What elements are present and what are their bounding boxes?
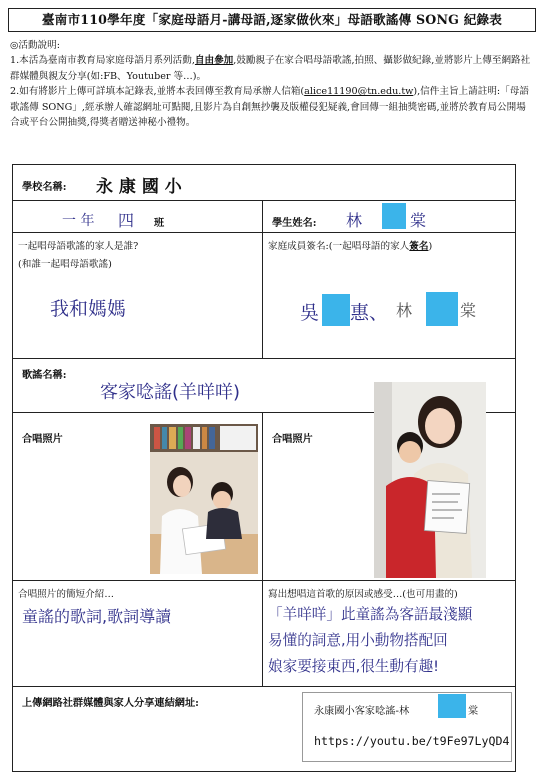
reason-label: 寫出想唱這首歌的原因或感受…(也可用畫的) — [268, 589, 458, 600]
family-sign-label-end: ) — [428, 241, 433, 252]
song-label: 歌謠名稱: — [22, 369, 67, 381]
divider — [12, 686, 516, 687]
notes-p1-bold: 自由參加 — [194, 55, 234, 67]
photo-left — [150, 424, 258, 574]
family-sign-label-text: 家庭成員簽名:(一起唱母語的家人 — [268, 241, 410, 252]
share-label: 上傳網路社群媒體與家人分享連結網址: — [22, 697, 199, 709]
song-value: 客家唸謠(羊咩咩) — [100, 382, 241, 403]
email-link[interactable]: alice11190@tn.edu.tw — [304, 86, 414, 98]
share-url-link[interactable]: https://youtu.be/t9Fe97LyQD4 — [314, 734, 510, 748]
reason-line-1: 「羊咩咩」此童謠為客語最淺顯 — [268, 606, 473, 623]
divider — [12, 232, 516, 233]
school-value: 永 康 國 小 — [96, 177, 182, 197]
divider — [262, 412, 263, 686]
notes-paragraph-1 — [10, 53, 532, 84]
family-sign-label — [268, 238, 432, 252]
class-label: 班 — [154, 217, 165, 229]
intro-label: 合唱照片的簡短介紹… — [18, 589, 114, 600]
student-name-a: 林 — [346, 211, 363, 230]
family-question-answer: 我和媽媽 — [50, 298, 127, 320]
signature-1a: 吳 — [300, 302, 320, 324]
photo-label-left: 合唱照片 — [22, 433, 63, 445]
divider — [262, 200, 263, 359]
reason-line-3: 娘家要接東西,很生動有趣! — [268, 658, 440, 675]
form-title: 臺南市110學年度「家庭母語月-講母語,逐家做伙來」母語歌謠傳 SONG 紀錄表 — [8, 8, 536, 32]
family-question-sub: (和誰一起唱母語歌謠) — [18, 259, 112, 270]
redaction-box — [426, 292, 458, 326]
student-label: 學生姓名: — [272, 217, 317, 229]
grade-value: 一 年 — [62, 213, 95, 229]
notes-paragraph-2 — [10, 84, 532, 130]
reason-line-2: 易懂的詞意,用小動物搭配回 — [268, 632, 448, 649]
photo-right — [374, 382, 486, 578]
share-title-b: 棠 — [468, 706, 479, 717]
notes-p1-text: 1.本活為臺南市教育局家庭母語月系列活動, — [10, 55, 195, 67]
notes-heading: ◎活動說明: — [10, 40, 60, 51]
signature-2b: 棠 — [460, 301, 477, 320]
photo-label-right: 合唱照片 — [272, 433, 313, 445]
divider — [12, 200, 516, 201]
class-value: 四 — [118, 211, 135, 230]
activity-notes — [10, 38, 532, 130]
school-label: 學校名稱: — [22, 181, 67, 193]
notes-p2-text: 2.如有將影片上傳可詳填本記錄表,並將本表回傳至教育局承辦人信箱( — [10, 86, 305, 98]
divider — [12, 580, 516, 581]
divider — [12, 358, 516, 359]
photo-right-image — [374, 382, 486, 578]
student-name-b: 棠 — [410, 211, 427, 230]
family-sign-label-bold: 簽名 — [409, 241, 429, 252]
signature-2a: 林 — [396, 301, 413, 320]
redaction-box — [438, 694, 466, 718]
redaction-box — [322, 294, 350, 326]
photo-left-image — [150, 424, 258, 574]
share-title-a: 永康國小客家唸謠-林 — [314, 706, 410, 717]
signature-1b: 惠、 — [350, 302, 389, 324]
notes-p1-text-2: ,鼓勵親子在家合唱母語歌謠,拍照、攝影做紀錄,並將影片上傳至網路社群媒體與親友分享(如:FB、Youtuber 等…)。 — [10, 55, 531, 82]
redaction-box — [382, 203, 406, 229]
family-question-label: 一起唱母語歌謠的家人是誰? — [18, 241, 139, 252]
intro-value: 童謠的歌詞,歌詞導讀 — [22, 607, 172, 626]
notes-p2-text-2: ),信件主旨上請註明:「母語歌謠傳 SONG」,經承辦人確認網址可點閱,且影片為自創無抄襲及版權侵犯疑義,會回傳一組抽獎密碼,並將於教育局公開場合或平台公開抽獎,得獎者贈送神秘小禮物。 — [10, 86, 529, 129]
reason-value — [268, 602, 472, 680]
